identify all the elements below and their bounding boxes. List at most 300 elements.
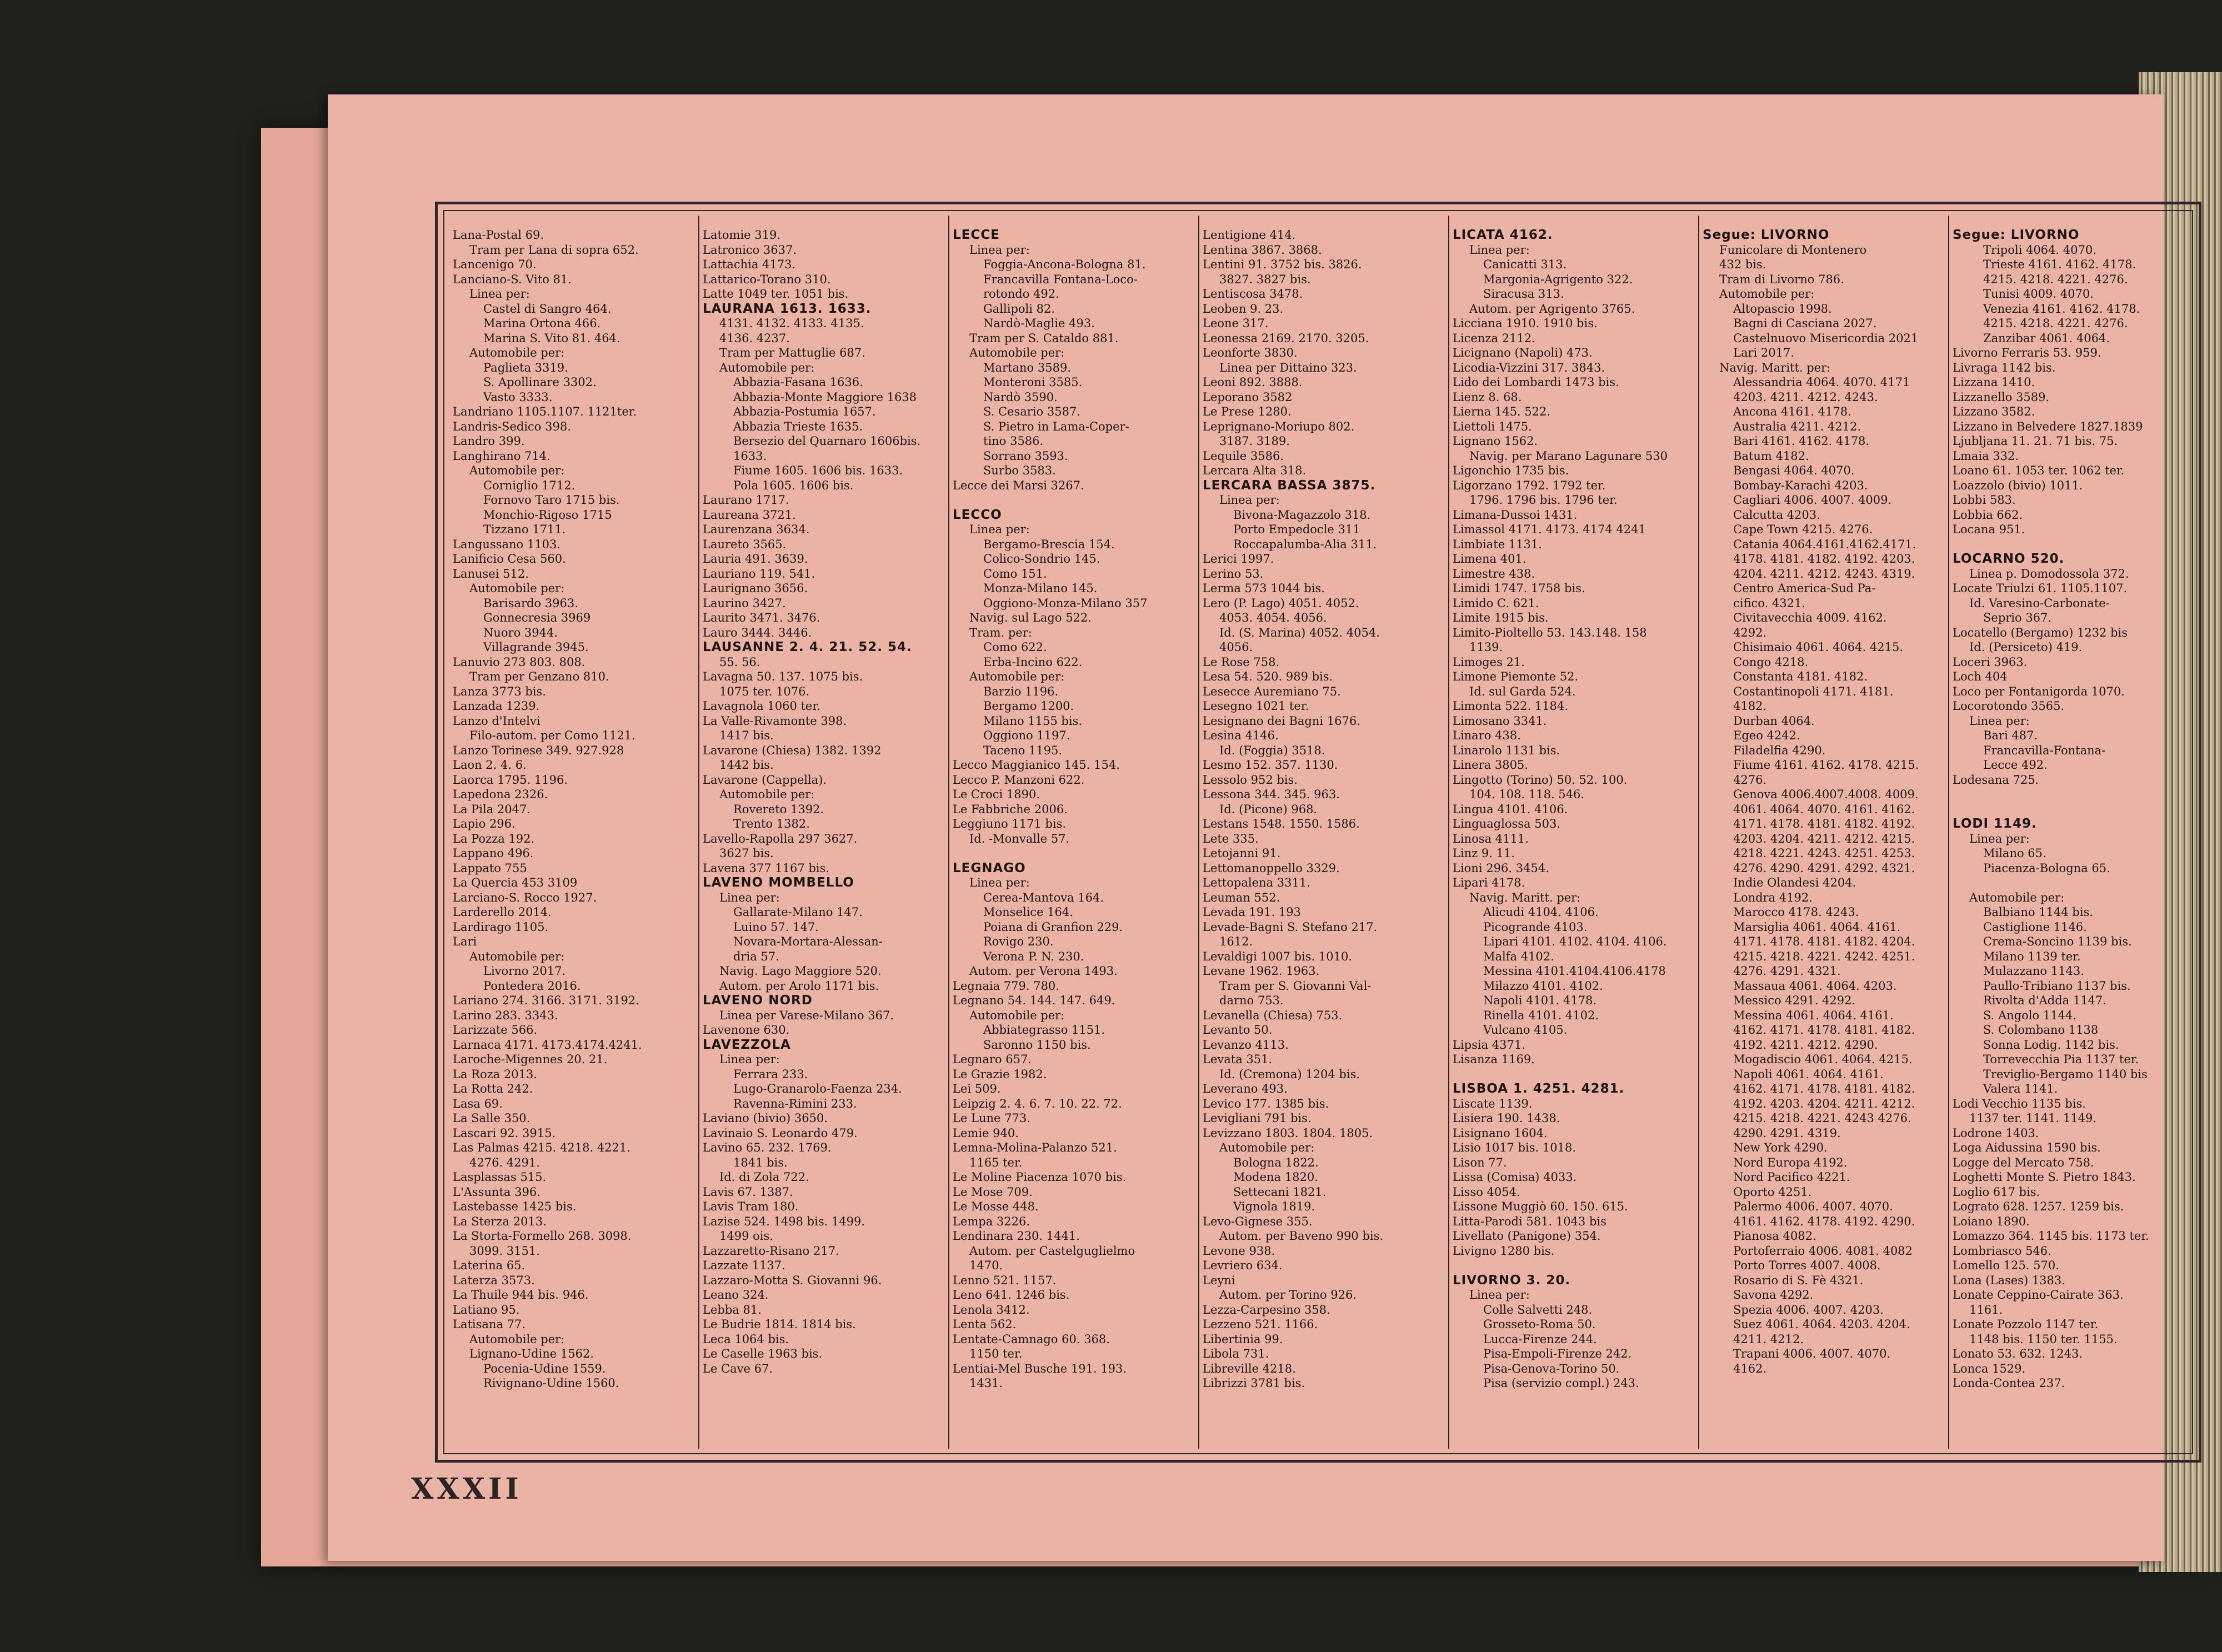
index-entry: Lari (453, 935, 477, 948)
index-entry: New York 4290. (1733, 1141, 1828, 1154)
index-entry: Lipari 4101. 4102. 4104. 4106. (1483, 935, 1667, 948)
index-entry: Verona P. N. 230. (983, 949, 1084, 963)
index-entry: Milano 65. (1983, 847, 2046, 860)
index-entry: Egeo 4242. (1733, 729, 1800, 742)
index-entry: Linea per: (969, 243, 1030, 257)
index-entry: Rovigo 230. (983, 935, 1054, 948)
index-entry: 104. 108. 118. 546. (1469, 788, 1585, 801)
index-entry: Ljubljana 11. 21. 71 bis. 75. (1953, 434, 2118, 448)
index-entry: Calcutta 4203. (1733, 508, 1820, 522)
index-entry: Rivignano-Udine 1560. (483, 1376, 619, 1390)
index-entry: Londra 4192. (1733, 890, 1813, 904)
index-entry: Lenola 3412. (953, 1303, 1030, 1316)
index-entry: 3627 bis. (719, 847, 774, 860)
index-entry: Lizzanello 3589. (1953, 390, 2050, 404)
index-entry: Pisa (servizio compl.) 243. (1483, 1376, 1639, 1390)
index-entry: Filo-autom. per Como 1121. (469, 729, 635, 742)
index-entry: Tram per Lana di sopra 652. (469, 243, 639, 257)
index-entry: Lezzeno 521. 1166. (1203, 1318, 1318, 1331)
index-entry: Lappato 755 (453, 861, 527, 875)
index-entry: Trieste 4161. 4162. 4178. (1983, 258, 2136, 271)
index-entry: 4136. 4237. (719, 331, 790, 345)
index-entry: Lerino 53. (1203, 567, 1264, 580)
index-entry: Locana 951. (1953, 523, 2025, 536)
index-entry: Tunisi 4009. 4070. (1983, 287, 2094, 301)
index-entry: Lesecce Auremiano 75. (1203, 684, 1341, 698)
section-heading: LECCE (953, 228, 1000, 242)
section-heading: LICATA 4162. (1453, 228, 1553, 242)
index-entry: Landris-Sedico 398. (453, 419, 571, 433)
index-entry: Bergamo-Brescia 154. (983, 537, 1115, 551)
index-entry: 4276. (1733, 773, 1767, 787)
index-entry: Langhirano 714. (453, 449, 551, 463)
index-entry: Settecani 1821. (1233, 1185, 1327, 1199)
index-entry: Trapani 4006. 4007. 4070. (1733, 1347, 1891, 1360)
index-entry: Francavilla Fontana-Loco- (983, 272, 1138, 286)
index-entry: Lisanza 1169. (1453, 1053, 1535, 1066)
index-entry: La Quercia 453 3109 (453, 876, 578, 889)
index-entry: Lison 77. (1453, 1155, 1507, 1169)
index-entry: Lentina 3867. 3868. (1203, 243, 1322, 257)
index-entry: Lancenigo 70. (453, 258, 537, 271)
page-number: XXXII (411, 1472, 522, 1506)
index-entry: Lavena 377 1167 bis. (703, 861, 829, 875)
index-entry: S. Apollinare 3302. (483, 376, 597, 389)
index-entry: 4162. 4171. 4178. 4181. 4182. (1733, 1023, 1915, 1037)
index-entry: 1137 ter. 1141. 1149. (1969, 1112, 2096, 1125)
index-entry: Lanificio Cesa 560. (453, 552, 566, 565)
index-entry (1953, 537, 2200, 552)
index-entry: Costantinopoli 4171. 4181. (1733, 684, 1894, 698)
index-entry: 1431. (969, 1376, 1003, 1390)
index-entry: Lecce 492. (1983, 758, 2048, 772)
index-entry: Le Lune 773. (953, 1112, 1030, 1125)
index-entry: Laurino 3427. (703, 596, 786, 610)
index-entry: Limite 1915 bis. (1453, 611, 1549, 624)
index-entry: Lesa 54. 520. 989 bis. (1203, 670, 1333, 683)
index-entry: Portoferraio 4006. 4081. 4082 (1733, 1244, 1913, 1258)
index-entry: La Salle 350. (453, 1112, 531, 1125)
index-entry: Automobile per: (469, 1332, 565, 1346)
index-entry: Limbiate 1131. (1453, 537, 1542, 551)
index-entry: Autom. per Verona 1493. (969, 964, 1118, 978)
index-entry: Poiana di Granfion 229. (983, 920, 1123, 934)
index-entry: 1612. (1219, 935, 1253, 948)
index-entry: Lizzano in Belvedere 1827.1839 (1953, 419, 2143, 433)
index-entry: Levizzano 1803. 1804. 1805. (1203, 1126, 1373, 1140)
index-entry: Lanuvio 273 803. 808. (453, 655, 585, 669)
index-entry: Id. (Persiceto) 419. (1969, 640, 2083, 654)
index-entry: Tram per S. Cataldo 881. (969, 331, 1119, 345)
index-entry: rotondo 492. (983, 287, 1059, 301)
index-entry: Lari 2017. (1733, 346, 1795, 359)
index-entry: Napoli 4101. 4178. (1483, 994, 1597, 1007)
index-entry: Automobile per: (969, 1008, 1065, 1022)
index-entry: Lugo-Granarolo-Faenza 234. (733, 1082, 902, 1095)
index-entry: 3187. 3189. (1219, 434, 1290, 448)
index-entry: Litta-Parodi 581. 1043 bis (1453, 1214, 1607, 1228)
index-entry: Leone 317. (1203, 317, 1269, 330)
index-entry: Loch 404 (1953, 670, 2008, 683)
index-entry: Liettoli 1475. (1453, 419, 1532, 433)
index-entry: Lazzate 1137. (703, 1259, 785, 1272)
index-entry: Livellato (Panigone) 354. (1453, 1229, 1601, 1243)
index-entry: Leuman 552. (1203, 890, 1280, 904)
index-entry: Loga Aidussina 1590 bis. (1953, 1141, 2101, 1154)
index-entry: Linea per: (1469, 243, 1530, 257)
index-entry: Automobile per: (1719, 287, 1815, 301)
index-entry: Lona (Lases) 1383. (1953, 1273, 2065, 1287)
index-entry: Barzio 1196. (983, 684, 1059, 698)
column-rule (1198, 216, 1199, 1449)
index-entry: Lasa 69. (453, 1097, 503, 1110)
column-rule (1948, 216, 1949, 1449)
index-entry: Librizzi 3781 bis. (1203, 1376, 1305, 1390)
index-entry: Monchio-Rigoso 1715 (483, 508, 612, 522)
index-entry: Autom. per Agrigento 3765. (1469, 302, 1635, 316)
index-entry: Id. (Foggia) 3518. (1219, 743, 1325, 757)
index-entry: Genova 4006.4007.4008. 4009. (1733, 788, 1919, 801)
index-entry: 1417 bis. (719, 729, 774, 742)
index-entry: Levico 177. 1385 bis. (1203, 1097, 1329, 1110)
index-entry: Lessolo 952 bis. (1203, 773, 1298, 787)
index-entry: Vignola 1819. (1233, 1200, 1315, 1213)
index-entry: Lograto 628. 1257. 1259 bis. (1953, 1200, 2124, 1213)
index-entry: Milazzo 4101. 4102. (1483, 979, 1603, 993)
index-entry: Laurito 3471. 3476. (703, 611, 820, 624)
index-entry: Lienz 8. 68. (1453, 390, 1522, 404)
index-entry: Livorno Ferraris 53. 959. (1953, 346, 2101, 359)
index-entry: Navig. per Marano Lagunare 530 (1469, 449, 1668, 463)
index-entry: Lestans 1548. 1550. 1586. (1203, 817, 1360, 830)
index-entry: Siracusa 313. (1483, 287, 1564, 301)
index-entry: Leoben 9. 23. (1203, 302, 1284, 316)
index-entry: 432 bis. (1719, 258, 1766, 271)
index-entry: Lariano 274. 3166. 3171. 3192. (453, 994, 639, 1007)
index-entry: Le Fabbriche 2006. (953, 802, 1068, 816)
section-heading: LERCARA BASSA 3875. (1203, 478, 1376, 493)
index-entry: Tram di Livorno 786. (1719, 272, 1844, 286)
index-entry: Linguaglossa 503. (1453, 817, 1560, 830)
index-entry: 1442 bis. (719, 758, 774, 772)
index-entry: Automobile per: (719, 788, 815, 801)
index-entry: Alessandria 4064. 4070. 4171 (1733, 376, 1910, 389)
index-entry (953, 493, 1200, 508)
index-entry: Ravenna-Rimini 233. (733, 1097, 857, 1110)
index-entry: Londa-Contea 237. (1953, 1376, 2065, 1390)
index-entry: Lipari 4178. (1453, 876, 1525, 889)
index-entry: Legnaia 779. 780. (953, 979, 1059, 993)
index-entry: Crema-Soncino 1139 bis. (1983, 935, 2132, 948)
index-entry: Leprignano-Moriupo 802. (1203, 419, 1355, 433)
index-entry: Vulcano 4105. (1483, 1023, 1568, 1037)
index-entry: Alicudi 4104. 4106. (1483, 905, 1599, 919)
section-heading: LAURANA 1613. 1633. (703, 301, 872, 316)
index-entry: Lisio 1017 bis. 1018. (1453, 1141, 1576, 1154)
index-entry: Latronico 3637. (703, 243, 797, 257)
index-entry: Levone 938. (1203, 1244, 1275, 1258)
index-entry: 4276. 4291. 4321. (1733, 964, 1841, 978)
index-entry: Foggia-Ancona-Bologna 81. (983, 258, 1146, 271)
index-entry: Taceno 1195. (983, 743, 1063, 757)
index-entry: Id. di Zola 722. (719, 1170, 809, 1184)
index-entry: Levata 351. (1203, 1053, 1273, 1066)
index-entry: Luino 57. 147. (733, 920, 819, 934)
index-entry: Tram. per: (969, 625, 1032, 639)
index-entry: Bari 487. (1983, 729, 2038, 742)
index-entry: Messina 4101.4104.4106.4178 (1483, 964, 1666, 978)
index-entry: Margonia-Agrigento 322. (1483, 272, 1633, 286)
index-entry: Lauriano 119. 541. (703, 567, 815, 580)
index-entry: Mogadiscio 4061. 4064. 4215. (1733, 1053, 1913, 1066)
index-entry: Savona 4292. (1733, 1288, 1814, 1301)
index-entry: Castiglione 1146. (1983, 920, 2087, 934)
index-entry: Levada 191. 193 (1203, 905, 1301, 919)
index-entry: Levane 1962. 1963. (1203, 964, 1320, 978)
index-entry: Lardirago 1105. (453, 920, 549, 934)
index-entry: 4215. 4218. 4221. 4276. (1983, 272, 2128, 286)
index-entry: Torrevecchia Pia 1137 ter. (1983, 1053, 2139, 1066)
index-entry: Linea per: (969, 523, 1030, 536)
index-entry: Monselice 164. (983, 905, 1073, 919)
index-entry: Locorotondo 3565. (1953, 699, 2065, 713)
index-entry: Libertinia 99. (1203, 1332, 1283, 1346)
index-entry: Barisardo 3963. (483, 596, 578, 610)
section-heading: LECCO (953, 507, 1002, 522)
index-entry: Lentigione 414. (1203, 228, 1296, 242)
index-entry: Lentini 91. 3752 bis. 3826. (1203, 258, 1362, 271)
index-entry: 3099. 3151. (469, 1244, 540, 1258)
index-entry: Mulazzano 1143. (1983, 964, 2084, 978)
index-entry: Rosario di S. Fè 4321. (1733, 1273, 1864, 1287)
index-entry: 4290. 4291. 4319. (1733, 1126, 1841, 1140)
index-entry: La Thuile 944 bis. 946. (453, 1288, 589, 1301)
index-entry: Ligonchio 1735 bis. (1453, 464, 1569, 477)
index-entry: 1841 bis. (733, 1155, 788, 1169)
index-entry: Laviano (bivio) 3650. (703, 1112, 828, 1125)
index-entry: Latte 1049 ter. 1051 bis. (703, 287, 849, 301)
index-entry: Licignano (Napoli) 473. (1453, 346, 1593, 359)
index-entry: 4192. 4203. 4204. 4211. 4212. (1733, 1097, 1915, 1110)
index-entry: Lanzo Torinese 349. 927.928 (453, 743, 624, 757)
index-entry: Lendinara 230. 1441. (953, 1229, 1080, 1243)
index-entry: Leonessa 2169. 2170. 3205. (1203, 331, 1369, 345)
index-entry: Larizzate 566. (453, 1023, 538, 1037)
index-entry: Landriano 1105.1107. 1121ter. (453, 405, 637, 418)
index-entry: Lempa 3226. (953, 1214, 1030, 1228)
index-entry: Valera 1141. (1983, 1082, 2058, 1095)
index-entry: Lisiera 190. 1438. (1453, 1112, 1560, 1125)
index-entry: Locatello (Bergamo) 1232 bis (1953, 625, 2128, 639)
index-entry: Spezia 4006. 4007. 4203. (1733, 1303, 1884, 1316)
index-entry: Linea per Varese-Milano 367. (719, 1008, 894, 1022)
index-entry: Erba-Incino 622. (983, 655, 1083, 669)
index-entry: Lenno 521. 1157. (953, 1273, 1057, 1287)
index-entry: Lesegno 1021 ter. (1203, 699, 1309, 713)
index-entry: Laurignano 3656. (703, 582, 808, 595)
timetable-index-page (328, 94, 2164, 1561)
index-entry: Altopascio 1998. (1733, 302, 1832, 316)
index-entry: Levanto 50. (1203, 1023, 1273, 1037)
index-entry: Zanzibar 4061. 4064. (1983, 331, 2110, 345)
index-entry: Limido C. 621. (1453, 596, 1539, 610)
index-entry: Lucca-Firenze 244. (1483, 1332, 1597, 1346)
index-entry: Colico-Sondrio 145. (983, 552, 1100, 565)
index-entry: Lentate-Camnago 60. 368. (953, 1332, 1110, 1346)
index-entry: Lercara Alta 318. (1203, 464, 1307, 477)
index-entry: Lodi Vecchio 1135 bis. (1953, 1097, 2086, 1110)
index-entry: Lappano 496. (453, 847, 534, 860)
index-entry: Lana-Postal 69. (453, 228, 544, 242)
index-entry: 4192. 4211. 4212. 4290. (1733, 1038, 1878, 1052)
index-entry: Automobile per: (719, 361, 815, 374)
index-entry: Bengasi 4064. 4070. (1733, 464, 1855, 477)
index-entry: Abbiategrasso 1151. (983, 1023, 1105, 1037)
index-entry: Legnaro 657. (953, 1053, 1032, 1066)
index-entry: Lecco Maggianico 145. 154. (953, 758, 1120, 772)
index-entry: Lioni 296. 3454. (1453, 861, 1549, 875)
index-entry: Batum 4182. (1733, 449, 1809, 463)
index-entry: darno 753. (1219, 994, 1284, 1007)
index-entry: Linosa 4111. (1453, 832, 1529, 845)
index-entry: Autom. per Arolo 1171 bis. (719, 979, 879, 993)
index-entry: Lignano-Udine 1562. (469, 1347, 594, 1360)
index-entry: 4276. 4291. (469, 1155, 540, 1169)
index-entry: Lecce dei Marsi 3267. (953, 478, 1084, 492)
section-heading: Segue: LIVORNO (1953, 228, 2080, 242)
index-entry: Civitavecchia 4009. 4162. (1733, 611, 1887, 624)
index-entry: Laureana 3721. (703, 508, 796, 522)
index-entry: Latisana 77. (453, 1318, 526, 1331)
index-entry: Nuoro 3944. (483, 625, 558, 639)
index-entry: Lequile 3586. (1203, 449, 1284, 463)
index-entry: Lavis 67. 1387. (703, 1185, 793, 1199)
index-entry: Linea per Dittaino 323. (1219, 361, 1357, 374)
section-heading: LAVEZZOLA (703, 1037, 791, 1052)
index-entry: Como 151. (983, 567, 1047, 580)
index-entry: 4218. 4221. 4243. 4251. 4253. (1733, 847, 1915, 860)
index-entry: Lazise 524. 1498 bis. 1499. (703, 1214, 865, 1228)
index-entry: Lecco P. Manzoni 622. (953, 773, 1085, 787)
index-entry: Monteroni 3585. (983, 376, 1083, 389)
index-entry: Nardò 3590. (983, 390, 1058, 404)
index-entry: Modena 1820. (1233, 1170, 1318, 1184)
index-entry: Surbo 3583. (983, 464, 1056, 477)
index-entry: Lettomanoppello 3329. (1203, 861, 1340, 875)
index-entry: Livigno 1280 bis. (1453, 1244, 1555, 1258)
index-entry: Laurano 1717. (703, 493, 789, 507)
index-entry: 4161. 4162. 4178. 4192. 4290. (1733, 1214, 1915, 1228)
index-entry: Linea per: (969, 876, 1030, 889)
index-entry: Linea per: (469, 287, 530, 301)
index-entry: Lavis Tram 180. (703, 1200, 799, 1213)
index-entry: Loiano 1890. (1953, 1214, 2030, 1228)
index-entry: Automobile per: (969, 670, 1065, 683)
index-entry: 4182. (1733, 699, 1767, 713)
index-entry: Porto Empedocle 311 (1233, 523, 1360, 536)
index-entry: Lessona 344. 345. 963. (1203, 788, 1340, 801)
index-entry: Laroche-Migennes 20. 21. (453, 1053, 608, 1066)
index-column-6 (1703, 228, 1950, 1442)
index-entry: Lanza 3773 bis. (453, 684, 546, 698)
index-entry: Suez 4061. 4064. 4203. 4204. (1733, 1318, 1910, 1331)
index-entry: Colle Salvetti 248. (1483, 1303, 1593, 1316)
index-entry: 4162. 4171. 4178. 4181. 4182. (1733, 1082, 1915, 1095)
index-entry: Langussano 1103. (453, 537, 560, 551)
index-entry: Automobile per: (469, 464, 565, 477)
index-entry: Leyni (1203, 1273, 1235, 1287)
index-entry: Francavilla-Fontana- (1983, 743, 2106, 757)
index-entry: Corniglio 1712. (483, 478, 575, 492)
index-entry: Leonforte 3830. (1203, 346, 1298, 359)
index-entry: Laterza 3573. (453, 1273, 535, 1287)
index-entry: 4171. 4178. 4181. 4182. 4204. (1733, 935, 1915, 948)
index-entry: Levo-Gignese 355. (1203, 1214, 1313, 1228)
index-entry: Lomazzo 364. 1145 bis. 1173 ter. (1953, 1229, 2149, 1243)
index-entry: Limosano 3341. (1453, 714, 1547, 728)
index-entry: Funicolare di Montenero (1719, 243, 1867, 257)
index-entry: Lei 509. (953, 1082, 1001, 1095)
index-entry: Picogrande 4103. (1483, 920, 1588, 934)
index-entry: Laon 2. 4. 6. (453, 758, 527, 772)
index-entry: Letojanni 91. (1203, 847, 1281, 860)
index-entry: Lesignano dei Bagni 1676. (1203, 714, 1360, 728)
index-entry: Novara-Mortara-Alessan- (733, 935, 883, 948)
index-entry: Loazzolo (bivio) 1011. (1953, 478, 2083, 492)
index-entry: Le Moline Piacenza 1070 bis. (953, 1170, 1127, 1184)
index-entry: Indie Olandesi 4204. (1733, 876, 1856, 889)
index-entry: L'Assunta 396. (453, 1185, 541, 1199)
index-entry: Leipzig 2. 4. 6. 7. 10. 22. 72. (953, 1097, 1122, 1110)
index-entry: 4178. 4181. 4182. 4192. 4203. (1733, 552, 1915, 565)
index-entry: Lanciano-S. Vito 81. (453, 272, 572, 286)
index-entry: Navig. Lago Maggiore 520. (719, 964, 882, 978)
index-entry: Livraga 1142 bis. (1953, 361, 2056, 374)
index-entry: Lizzano 3582. (1953, 405, 2035, 418)
index-entry: Treviglio-Bergamo 1140 bis (1983, 1067, 2148, 1081)
index-entry: Lissone Muggiò 60. 150. 615. (1453, 1200, 1628, 1213)
index-entry: Milano 1139 ter. (1983, 949, 2081, 963)
index-entry: Saronno 1150 bis. (983, 1038, 1091, 1052)
index-entry: Ferrara 233. (733, 1067, 808, 1081)
index-entry: Seprio 367. (1983, 611, 2052, 624)
index-entry: Marina S. Vito 81. 464. (483, 331, 620, 345)
index-entry: S. Colombano 1138 (1983, 1023, 2099, 1037)
index-entry: Porto Torres 4007. 4008. (1733, 1259, 1881, 1272)
index-entry: Lavagnola 1060 ter. (703, 699, 820, 713)
index-entry: Palermo 4006. 4007. 4070. (1733, 1200, 1893, 1213)
index-entry: Oggiono 1197. (983, 729, 1070, 742)
index-entry: Levanella (Chiesa) 753. (1203, 1008, 1343, 1022)
index-entry (1953, 802, 2200, 817)
index-entry: Nardò-Maglie 493. (983, 317, 1095, 330)
index-entry: Oporto 4251. (1733, 1185, 1812, 1199)
index-entry (1453, 1067, 1700, 1082)
index-entry: Lattarico-Torano 310. (703, 272, 831, 286)
index-entry: dria 57. (733, 949, 779, 963)
index-entry: Autom. per Torino 926. (1219, 1288, 1357, 1301)
index-entry: Lodesana 725. (1953, 773, 2039, 787)
index-entry: Leverano 493. (1203, 1082, 1288, 1095)
index-entry: Lerma 573 1044 bis. (1203, 582, 1325, 595)
index-entry: Laurenzana 3634. (703, 523, 810, 536)
index-entry: Limone Piemonte 52. (1453, 670, 1579, 683)
index-column-2 (703, 228, 950, 1442)
index-entry: Messina 4061. 4064. 4161. (1733, 1008, 1894, 1022)
index-entry: Lavagna 50. 137. 1075 bis. (703, 670, 863, 683)
index-entry: Castel di Sangro 464. (483, 302, 612, 316)
index-entry: Lonca 1529. (1953, 1361, 2026, 1375)
